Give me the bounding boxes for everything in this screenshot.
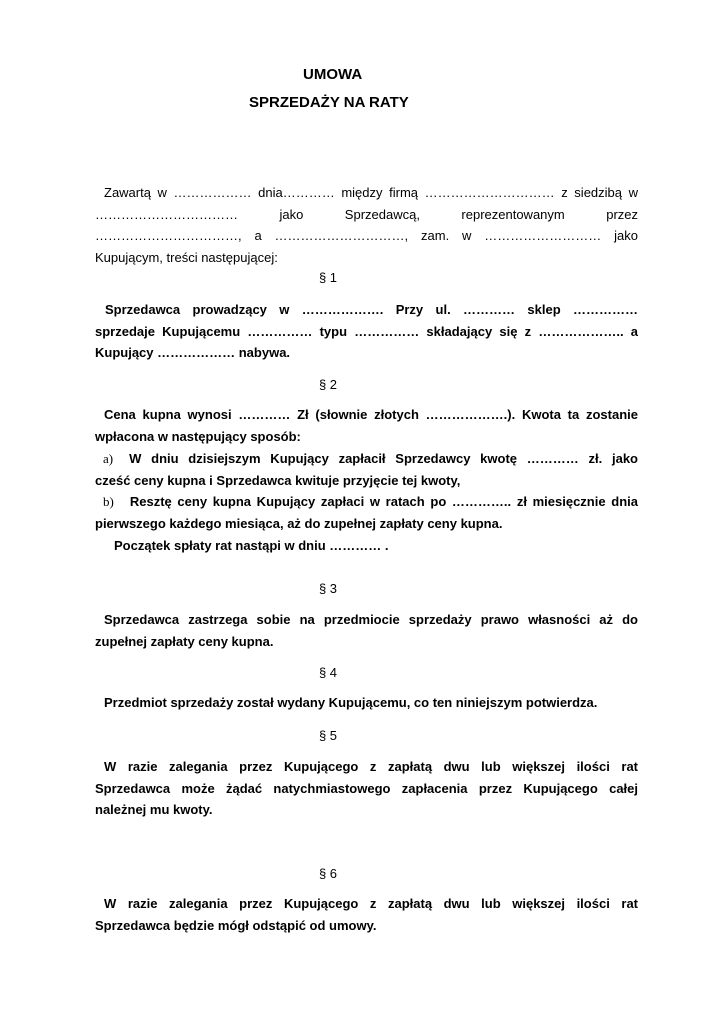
- section-5-heading: § 5: [318, 728, 338, 743]
- item-b-text: Resztę ceny kupna Kupujący zapłaci w ratach po ………….. zł miesięcznie dnia: [129, 494, 638, 509]
- section-2-item-a-line: cześć ceny kupna i Sprzedawca kwituje przyjęcie tej kwoty,: [95, 472, 461, 488]
- list-marker-b: b): [103, 494, 114, 509]
- section-4-heading: § 4: [318, 665, 338, 680]
- section-6-paragraph: [95, 893, 638, 936]
- section-3-heading: § 3: [318, 581, 338, 596]
- section-2-start: [95, 535, 638, 557]
- section-5-paragraph: [95, 756, 638, 821]
- intro-line: Zawartą w ……………… dnia………… między firmą ………………………… z siedzibą w: [104, 185, 638, 200]
- section-4-line: Przedmiot sprzedaży został wydany Kupującemu, co ten niniejszym potwierdza.: [104, 695, 598, 710]
- section-1-paragraph: [95, 299, 638, 364]
- section-6-heading: § 6: [318, 866, 338, 881]
- list-marker-a: a): [103, 451, 114, 466]
- section-3-line: Sprzedawca zastrzega sobie na przedmiocie sprzedaży prawo własności aż do: [104, 612, 638, 627]
- section-6-line: Sprzedawca będzie mógł odstąpić od umowy.: [95, 917, 377, 933]
- section-5-line: Sprzedawca może żądać natychmiastowego zapłacenia przez Kupującego całej: [95, 780, 638, 796]
- item-a-text: W dniu dzisiejszym Kupujący zapłacił Sprzedawcy kwotę ………… zł. jako: [129, 451, 638, 466]
- intro-line: …………………………… jako Sprzedawcą, reprezentowanym przez: [95, 206, 638, 222]
- section-1-line: Sprzedawca prowadzący w ………………. Przy ul. ………… sklep ……………: [105, 302, 638, 317]
- section-6-line: W razie zalegania przez Kupującego z zapłatą dwu lub większej ilości rat: [104, 896, 638, 911]
- section-5-line: należnej mu kwoty.: [95, 802, 213, 817]
- section-2-start-line: Początek spłaty rat nastąpi w dniu ………… .: [114, 538, 389, 553]
- intro-line: Kupującym, treści następującej:: [95, 249, 278, 265]
- section-1-line: sprzedaje Kupującemu …………… typu …………… składający się z ……………….. a: [95, 323, 638, 339]
- section-4-paragraph: [95, 692, 638, 714]
- section-3-paragraph: [95, 609, 638, 652]
- document-title: UMOWA: [303, 66, 363, 83]
- section-1-line: Kupujący ……………… nabywa.: [95, 345, 291, 360]
- section-2-paragraph: [95, 404, 638, 447]
- section-1-heading: § 1: [318, 270, 338, 285]
- section-2-line: wpłacona w następujący sposób:: [95, 428, 301, 444]
- section-3-line: zupełnej zapłaty ceny kupna.: [95, 633, 274, 649]
- section-2-line: Cena kupna wynosi ………… Zł (słownie złotych ……………….). Kwota ta zostanie: [104, 407, 638, 422]
- section-2-heading: § 2: [318, 377, 338, 392]
- section-2-item-b-line: [95, 491, 638, 513]
- section-2-item-a: [95, 448, 638, 491]
- section-2-item-a-line: [95, 448, 638, 470]
- intro-paragraph: [95, 182, 638, 268]
- intro-line: ……………………………, a …………………………, zam. w ……………………… jako: [95, 228, 638, 243]
- section-2-item-b-line: pierwszego każdego miesiąca, aż do zupełnej zapłaty ceny kupna.: [95, 515, 503, 531]
- document-subtitle: SPRZEDAŻY NA RATY: [249, 94, 409, 111]
- section-5-line: W razie zalegania przez Kupującego z zapłatą dwu lub większej ilości rat: [104, 759, 638, 774]
- section-2-item-b: [95, 491, 638, 534]
